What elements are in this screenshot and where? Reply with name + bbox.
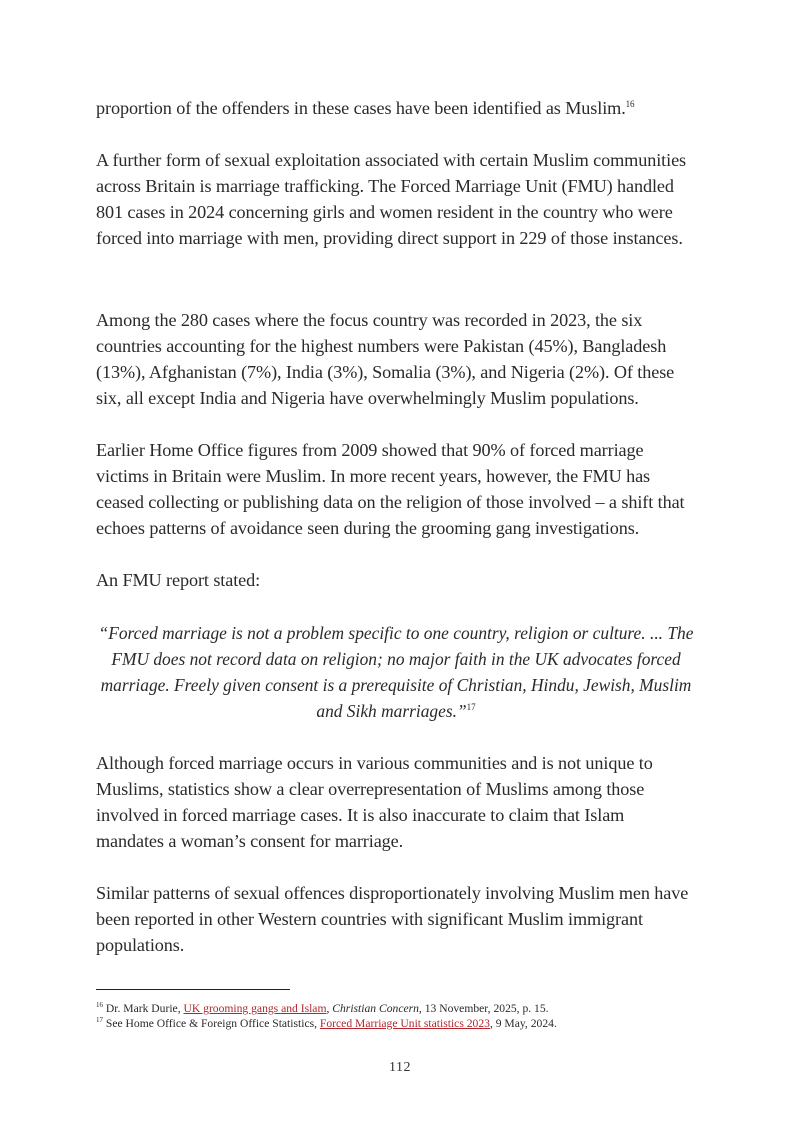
paragraph-6: Although forced marriage occurs in various communities and is not unique to Muslims, statistics show a clear overrepresentation of Muslims among those involved in forced marriage cases. It is also inaccurate to claim that Islam mandates a woman’s consent for marriage. xyxy=(96,753,653,851)
block-quote xyxy=(96,620,696,724)
footnote-17-number: 17 xyxy=(96,1016,103,1025)
footnote-16-prefix: Dr. Mark Durie, xyxy=(103,1002,184,1015)
paragraph-1-text: proportion of the offenders in these cases have been identified as Muslim. xyxy=(96,98,626,118)
paragraph-4: Earlier Home Office figures from 2009 showed that 90% of forced marriage victims in Britain were Muslim. In more recent years, however, the FMU has ceased collecting or publishing data on the religion of those involved – a shift that echoes patterns of avoidance seen during the grooming gang investigations. xyxy=(96,440,685,538)
paragraph-7: Similar patterns of sexual offences disproportionately involving Muslim men have been reported in other Western countries with significant Muslim immigrant populations. xyxy=(96,883,689,955)
footnote-16-number: 16 xyxy=(96,1001,103,1010)
paragraph-5: An FMU report stated: xyxy=(96,570,261,590)
footnote-16-source: Christian Concern xyxy=(332,1002,419,1015)
paragraph-3: Among the 280 cases where the focus country was recorded in 2023, the six countries accounting for the highest numbers were Pakistan (45%), Bangladesh (13%), Afghanistan (7%), India (3%), Somalia (3%), and Nigeria (2%). Of these six, all except India and Nigeria have overwhelmingly Muslim populations. xyxy=(96,310,675,408)
footnote-16-mid: , xyxy=(326,1002,333,1015)
footnote-ref-16: 16 xyxy=(625,98,635,109)
paragraph-1 xyxy=(96,95,696,121)
block-quote-text: “Forced marriage is not a problem specific to one country, religion or culture. ... The FMU does not record data on religion; no major faith in the UK advocates forced marriage. Freely given consent is a prerequisite of Christian, Hindu, Jewish, Muslim and Sikh marriages.” xyxy=(98,623,694,721)
footnote-17-link[interactable]: Forced Marriage Unit statistics 2023 xyxy=(319,1017,490,1030)
footnote-17-suffix: , 9 May, 2024. xyxy=(489,1017,557,1030)
page-number: 112 xyxy=(389,1060,411,1075)
paragraph-2: A further form of sexual exploitation associated with certain Muslim communities across Britain is marriage trafficking. The Forced Marriage Unit (FMU) handled 801 cases in 2024 concerning girls and women resident in the country who were forced into marriage with men, providing direct support in 229 of those instances. xyxy=(96,150,687,248)
footnote-16-suffix: , 13 November, 2025, p. 15. xyxy=(418,1002,549,1015)
footnote-16 xyxy=(96,1002,716,1016)
footnote-17 xyxy=(96,1017,716,1031)
footnote-17-prefix: See Home Office & Foreign Office Statistics, xyxy=(103,1017,320,1030)
footnote-divider xyxy=(96,989,290,990)
footnote-ref-17: 17 xyxy=(466,702,476,713)
footnote-16-link[interactable]: UK grooming gangs and Islam xyxy=(183,1002,327,1015)
